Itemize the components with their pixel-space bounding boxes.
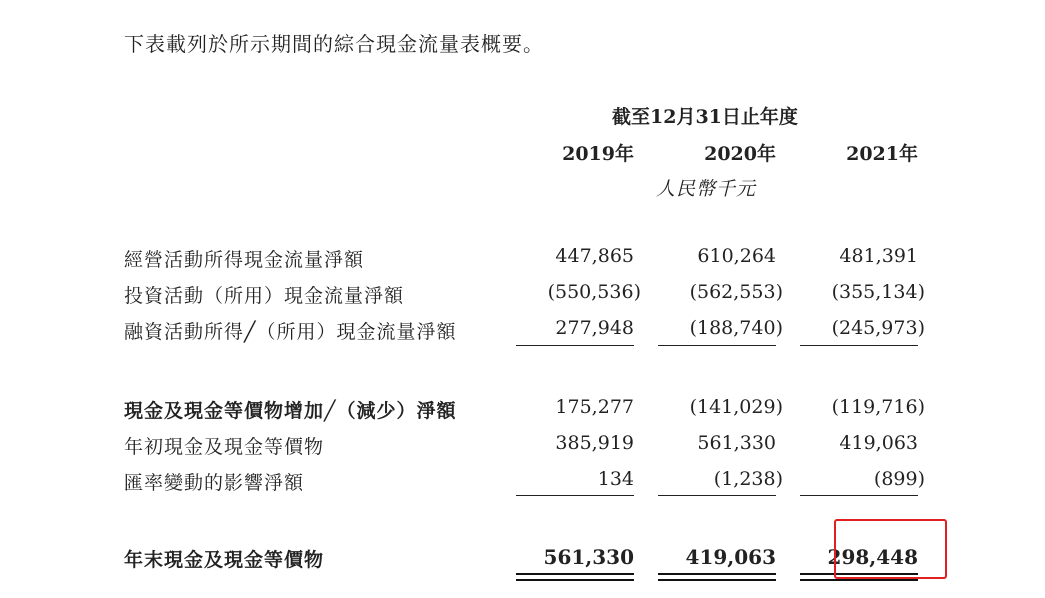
cell-investing-2021: (355,134) [831, 281, 925, 303]
row-label-investing: 投資活動（所用）現金流量淨額 [124, 285, 405, 307]
row-label-fx-effect: 匯率變動的影響淨額 [124, 472, 305, 494]
cell-net-change-2020: (141,029) [689, 396, 783, 418]
cell-opening-cash-2019: 385,919 [555, 432, 634, 454]
cell-investing-2019: (550,536) [547, 281, 641, 303]
row-label-closing-cash: 年末現金及現金等價物 [124, 549, 325, 571]
cell-net-change-2021: (119,716) [831, 396, 925, 418]
cell-closing-cash-2021: 298,448 [827, 545, 918, 569]
subtotal-rule-2020 [658, 345, 776, 346]
cell-fx-effect-2021: (899) [873, 468, 925, 490]
cell-closing-cash-2020: 419,063 [685, 545, 776, 569]
total-rule-2021 [800, 495, 918, 496]
intro-text: 下表載列於所示期間的綜合現金流量表概要。 [124, 32, 544, 56]
subtotal-rule-2021 [800, 345, 918, 346]
cell-investing-2020: (562,553) [689, 281, 783, 303]
cell-financing-2020: (188,740) [689, 317, 783, 339]
cell-net-change-2019: 175,277 [555, 396, 634, 418]
cell-operating-2020: 610,264 [697, 245, 776, 267]
year-header-2021: 2021年 [846, 143, 918, 165]
cell-opening-cash-2021: 419,063 [839, 432, 918, 454]
cell-fx-effect-2020: (1,238) [713, 468, 783, 490]
year-header-2019: 2019年 [562, 143, 634, 165]
double-underline-2020 [658, 573, 776, 581]
cell-operating-2019: 447,865 [555, 245, 634, 267]
cell-financing-2019: 277,948 [555, 317, 634, 339]
subtotal-rule-2019 [516, 345, 634, 346]
cell-opening-cash-2020: 561,330 [697, 432, 776, 454]
cell-financing-2021: (245,973) [831, 317, 925, 339]
year-header-2020: 2020年 [704, 143, 776, 165]
total-rule-2020 [658, 495, 776, 496]
total-rule-2019 [516, 495, 634, 496]
highlight-box [834, 519, 947, 579]
row-label-operating: 經營活動所得現金流量淨額 [124, 249, 365, 271]
double-underline-2019 [516, 573, 634, 581]
cell-fx-effect-2019: 134 [597, 468, 634, 490]
row-label-net-change: 現金及現金等價物增加╱（減少）淨額 [124, 400, 457, 422]
row-label-financing: 融資活動所得╱（所用）現金流量淨額 [124, 321, 457, 343]
cell-closing-cash-2019: 561,330 [543, 545, 634, 569]
currency-unit: 人民幣千元 [656, 178, 757, 200]
cell-operating-2021: 481,391 [839, 245, 918, 267]
row-label-opening-cash: 年初現金及現金等價物 [124, 436, 325, 458]
period-header: 截至12月31日止年度 [612, 106, 798, 128]
